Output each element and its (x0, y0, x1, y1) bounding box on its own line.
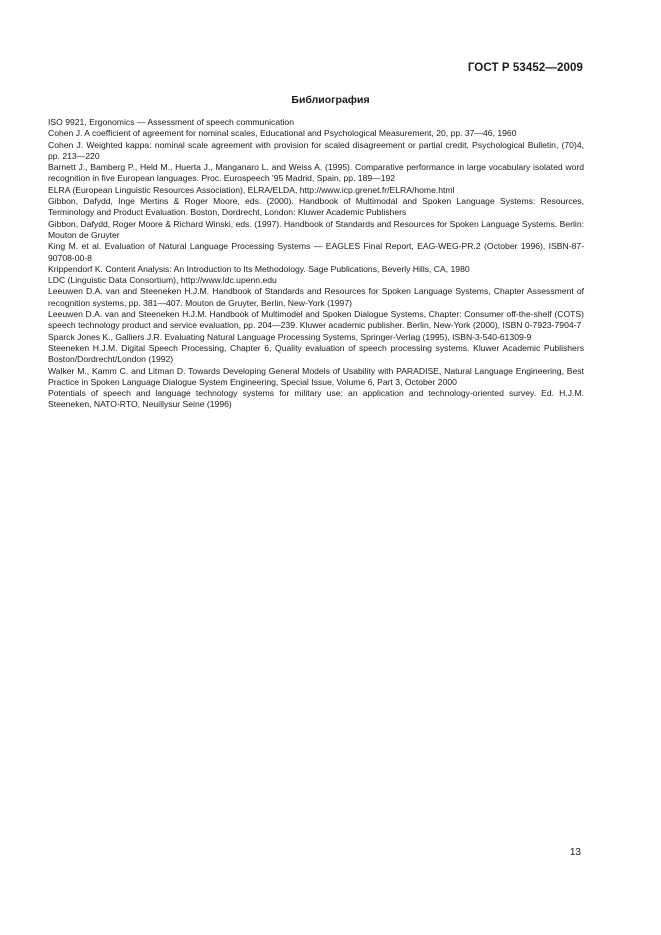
reference-item: ELRA (European Linguistic Resources Association), ELRA/ELDA, http://www.icp.grenet.fr/ELRA/home.html (48, 184, 455, 195)
reference-item: Cohen J. Weighted kappa: nominal scale agreement with provision for scaled disagreement or partial credit, Psychological Bulletin, (70)4, pp. 213—220 (48, 139, 584, 161)
reference-item: Barnett J., Bamberg P., Held M., Huerta J., Manganaro L. and Weiss A. (1995). Comparative performance in large vocabulary isolated word recognition in five European languages. Proc. Eurospeech '95 Madrid, Spain, pp. 189—192 (48, 162, 584, 184)
reference-item: Potentials of speech and language technology systems for military use: an application and technology-oriented survey. Ed. H.J.M. Steeneken, NATO-RTO, Neuillysur Seine (1996) (48, 388, 584, 410)
reference-item: Leeuwen D.A. van and Steeneken H.J.M. Handbook of Standards and Resources for Spoken Language Systems, Chapter Assessment of recognition systems, pp. 381—407. Mouton de Gruyter, Berlin, New-York (1997) (48, 286, 584, 308)
reference-item: Walker M., Kamm C. and Litman D. Towards Developing General Models of Usability with PARADISE, Natural Language Engineering, Best Practice in Spoken Language Dialogue System Engineering, Special Issue, Volume 6, Part 3, October 2000 (48, 365, 584, 387)
reference-item: Krippendorf K. Content Analysis: An Introduction to Its Methodology. Sage Publications, Beverly Hills, CA, 1980 (48, 263, 470, 274)
reference-item: Leeuwen D.A. van and Steeneken H.J.M. Handbook of Multimodel and Spoken Dialogue Systems, Chapter: Consumer off-the-shelf (COTS) speech technology product and service evaluation, pp. 204—239. Kluwer academic publisher. Berlin, New-York (2000), ISBN 0-7923-7904-7 (48, 309, 584, 331)
reference-item: Cohen J. A coefficient of agreement for nominal scales, Educational and Psychological Measurement, 20, pp. 37—46, 1960 (48, 128, 517, 139)
reference-item: Gibbon, Dafydd, Roger Moore & Richard Winski, eds. (1997). Handbook of Standards and Resources for Spoken Language Systems. Berlin: Mouton de Gruyter (48, 218, 584, 240)
bibliography-title: Библиография (291, 94, 370, 106)
reference-item: Sparck Jones K., Galliers J.R. Evaluating Natural Language Processing Systems, Springer-Verlag (1995), ISBN-3-540-61309-9 (48, 331, 532, 342)
standard-code: ГОСТ Р 53452—2009 (467, 62, 583, 74)
reference-item: Steeneken H.J.M. Digital Speech Processing, Chapter 6, Quality evaluation of speech processing systems. Kluwer Academic Publishers Boston/Dordrecht/London (1992) (48, 342, 584, 365)
reference-item: King M. et al. Evaluation of Natural Language Processing Systems — EAGLES Final Report, EAG-WEG-PR.2 (October 1996), ISBN-87-90708-00-8 (48, 241, 584, 263)
page-number: 13 (569, 847, 581, 858)
reference-item: ISO 9921, Ergonomics — Assessment of speech communication (48, 117, 294, 127)
reference-item: LDC (Linguistic Data Consortium), http://www.ldc.upenn.edu (48, 275, 277, 286)
reference-item: Gibbon, Dafydd, Inge Mertins & Roger Moore, eds. (2000). Handbook of Multimodal and Spoken Language Systems: Resources, Terminology and Product Evaluation. Boston, Dordrecht, London: Kluwer Academic Publishers (48, 196, 584, 218)
reference-list (48, 117, 584, 411)
